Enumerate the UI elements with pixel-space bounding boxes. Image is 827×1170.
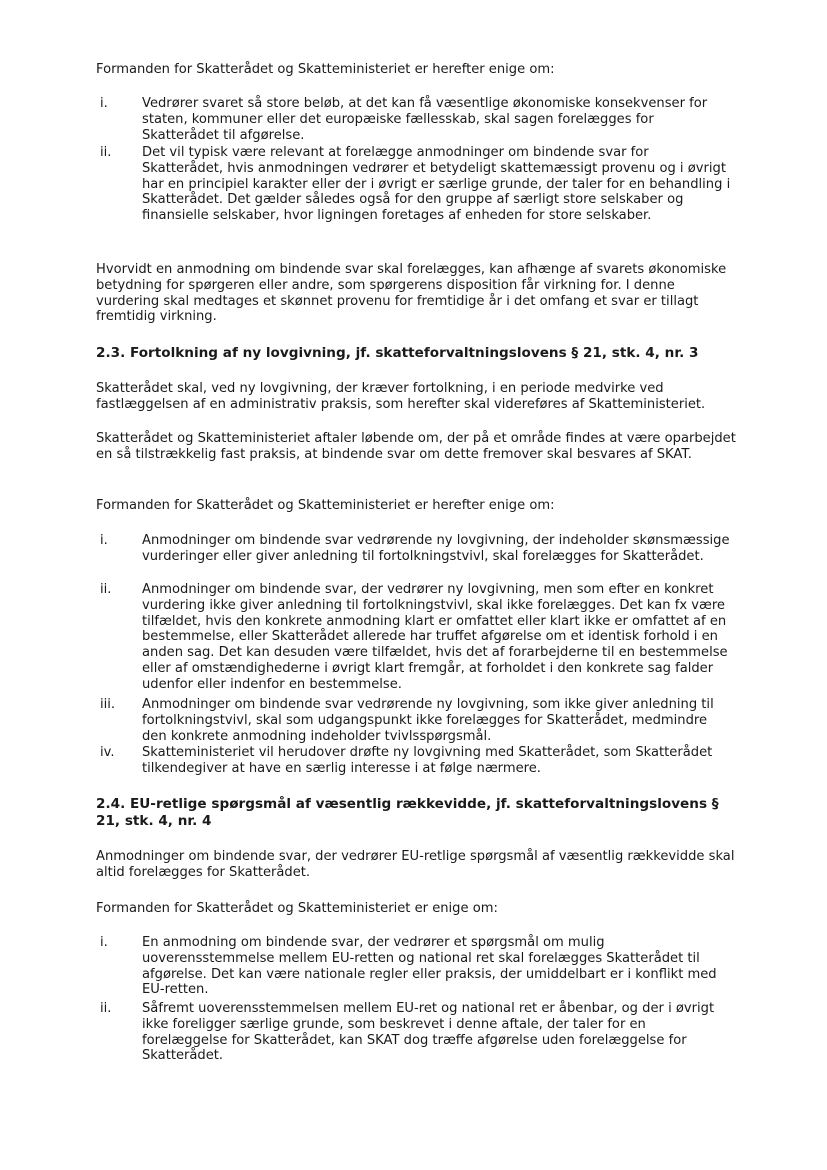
list-number: i. [100,935,108,950]
intro-paragraph: Formanden for Skatterådet og Skatteministeriet er herefter enige om: [96,62,555,77]
list-text: Anmodninger om bindende svar vedrørende ny lovgivning, som ikke giver anledning til fortolkningstvivl, skal som udgangspunkt ikke forelægges for Skatterådet, medmindre den konkrete anmodning indeholder tvivlsspørgsmål. [142,697,714,744]
list-number: ii. [100,145,112,160]
list-number: i. [100,96,108,111]
body-paragraph: Skatterådet og Skatteministeriet aftaler løbende om, der på et område findes at være oparbejdet en så tilstrækkelig fast praksis, at bindende svar om dette fremover skal besvares af SKAT. [96,431,736,462]
list-text: Skatteministeriet vil herudover drøfte ny lovgivning med Skatterådet, som Skatterådet tilkendegiver at have en særlig interesse i at følge nærmere. [142,745,713,776]
body-paragraph: Anmodninger om bindende svar, der vedrører EU-retlige spørgsmål af væsentlig rækkevidde skal altid forelægges for Skatterådet. [96,849,735,880]
list-text: En anmodning om bindende svar, der vedrører et spørgsmål om mulig uoverensstemmelse mellem EU-retten og national ret skal forelægges Skatterådet til afgørelse. Det kan være nationale regler eller praksis, der umiddelbart er i konflikt med EU-retten. [142,935,717,998]
list-text: Anmodninger om bindende svar, der vedrører ny lovgivning, men som efter en konkret vurdering ikke giver anledning til fortolkningstvivl, skal ikke forelægges. Det kan fx være tilfældet, hvis den konkrete anmodning klart er omfattet eller klart ikke er omfattet af en bestemmelse, eller Skatterådet allerede har truffet afgørelse om et identisk forhold i en anden sag. Det kan desuden være tilfældet, hvis det af forarbejderne til en bestemmelse eller af omstændighederne i øvrigt klart fremgår, at forholdet i den konkrete sag falder udenfor eller indenfor en bestemmelse. [142,582,728,692]
list-text: Det vil typisk være relevant at forelægge anmodninger om bindende svar for Skatterådet, hvis anmodningen vedrører et betydeligt skattemæssigt provenu og i øvrigt har en principiel karakter eller der i øvrigt er særlige grunde, der taler for en behandling i Skatterådet. Det gælder således også for den gruppe af særligt store selskaber og finansielle selskaber, hvor ligningen foretages af enheden for store selskaber. [142,145,731,224]
body-paragraph: Hvorvidt en anmodning om bindende svar skal forelægges, kan afhænge af svarets økonomiske betydning for spørgeren eller andre, som spørgerens disposition får virkning for. I denne vurdering skal medtages et skønnet provenu for fremtidige år i det omfang et svar er tillagt fremtidig virkning. [96,262,727,325]
list-number: ii. [100,1001,112,1016]
list-number: i. [100,533,108,548]
list-number: ii. [100,582,112,597]
list-text: Vedrører svaret så store beløb, at det kan få væsentlige økonomiske konsekvenser for staten, kommuner eller det europæiske fællesskab, skal sagen forelægges for Skatterådet til afgørelse. [142,96,708,143]
list-number: iii. [100,697,116,712]
list-text: Såfremt uoverensstemmelsen mellem EU-ret og national ret er åbenbar, og der i øvrigt ikke foreligger særlige grunde, som beskrevet i denne aftale, der taler for en forelæggelse for Skatterådet, kan SKAT dog træffe afgørelse uden forelæggelse for Skatterådet. [142,1001,715,1064]
list-text: Anmodninger om bindende svar vedrørende ny lovgivning, der indeholder skønsmæssige vurderinger eller giver anledning til fortolkningstvivl, skal forelægges for Skatterådet. [142,533,730,564]
section-heading: 2.4. EU-retlige spørgsmål af væsentlig rækkevidde, jf. skatteforvaltningslovens § 21, stk. 4, nr. 4 [96,796,719,829]
body-paragraph: Skatterådet skal, ved ny lovgivning, der kræver fortolkning, i en periode medvirke ved fastlæggelsen af en administrativ praksis, som herefter skal videreføres af Skatteministeriet. [96,381,706,412]
intro-paragraph: Formanden for Skatterådet og Skatteministeriet er enige om: [96,901,498,916]
intro-paragraph: Formanden for Skatterådet og Skatteministeriet er herefter enige om: [96,498,555,513]
section-heading: 2.3. Fortolkning af ny lovgivning, jf. skatteforvaltningslovens § 21, stk. 4, nr. 3 [96,345,699,361]
list-number: iv. [100,745,115,760]
